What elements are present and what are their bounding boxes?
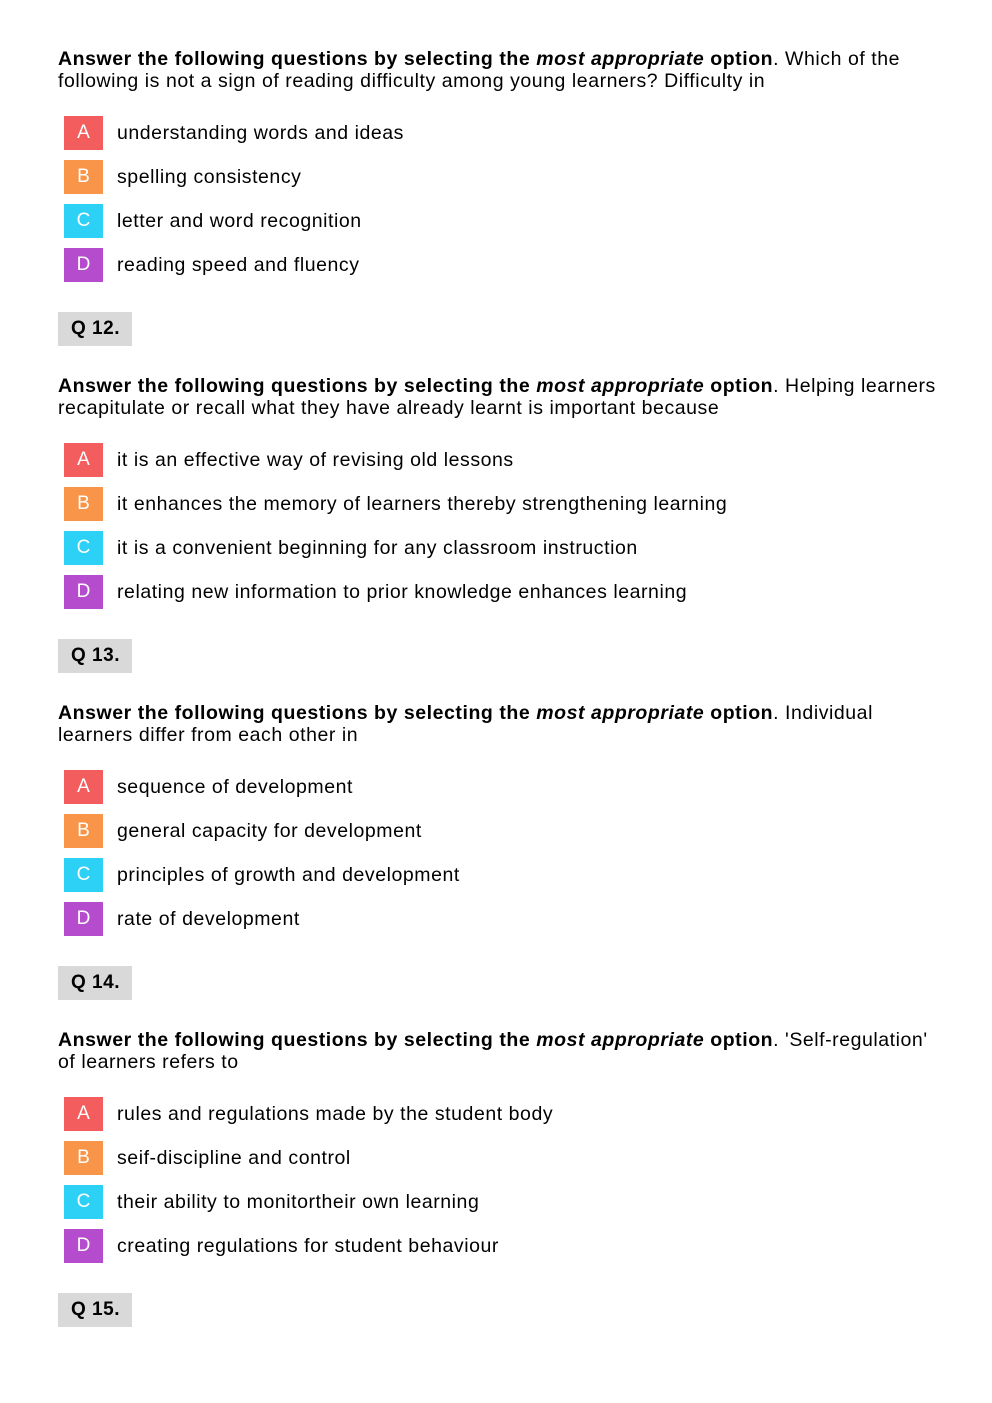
question-body: . Which of the following is not a sign of reading difficulty among young learners? Difficulty in — [58, 48, 901, 92]
option-list — [64, 443, 938, 609]
option-a[interactable] — [64, 443, 938, 477]
option-label[interactable]: it is an effective way of revising old lessons — [117, 448, 514, 471]
option-badge-b[interactable]: B — [64, 160, 103, 194]
option-list — [64, 1097, 938, 1263]
option-label[interactable]: sequence of development — [117, 775, 353, 798]
question-page — [58, 48, 938, 1356]
question-text — [58, 1029, 938, 1073]
option-d[interactable] — [64, 575, 938, 609]
question-block — [58, 1029, 938, 1356]
question-block — [58, 702, 938, 1029]
question-body: . Individual learners differ from each other in — [58, 702, 873, 746]
option-badge-b[interactable]: B — [64, 814, 103, 848]
option-badge-d[interactable]: D — [64, 1229, 103, 1263]
question-number-label: Q 13. — [58, 639, 132, 673]
option-badge-b[interactable]: B — [64, 1141, 103, 1175]
option-a[interactable] — [64, 116, 938, 150]
question-number-label: Q 15. — [58, 1293, 132, 1327]
option-label[interactable]: letter and word recognition — [117, 209, 362, 232]
option-badge-a[interactable]: A — [64, 443, 103, 477]
option-badge-c[interactable]: C — [64, 1185, 103, 1219]
instruction-lead: Answer the following questions by selecting the most appropriate option — [58, 375, 774, 397]
option-list — [64, 116, 938, 282]
option-badge-a[interactable]: A — [64, 770, 103, 804]
option-c[interactable] — [64, 858, 938, 892]
option-badge-c[interactable]: C — [64, 204, 103, 238]
option-c[interactable] — [64, 531, 938, 565]
option-label[interactable]: creating regulations for student behaviour — [117, 1234, 499, 1257]
option-label[interactable]: reading speed and fluency — [117, 253, 360, 276]
option-badge-c[interactable]: C — [64, 531, 103, 565]
question-text — [58, 375, 938, 419]
option-d[interactable] — [64, 1229, 938, 1263]
option-b[interactable] — [64, 487, 938, 521]
option-d[interactable] — [64, 248, 938, 282]
instruction-lead: Answer the following questions by selecting the most appropriate option — [58, 702, 774, 724]
option-label[interactable]: rules and regulations made by the student body — [117, 1102, 554, 1125]
instruction-lead: Answer the following questions by selecting the most appropriate option — [58, 1029, 774, 1051]
option-label[interactable]: principles of growth and development — [117, 863, 460, 886]
option-badge-c[interactable]: C — [64, 858, 103, 892]
option-badge-d[interactable]: D — [64, 575, 103, 609]
option-d[interactable] — [64, 902, 938, 936]
option-b[interactable] — [64, 814, 938, 848]
instruction-lead: Answer the following questions by selecting the most appropriate option — [58, 48, 774, 70]
option-label[interactable]: spelling consistency — [117, 165, 302, 188]
option-a[interactable] — [64, 770, 938, 804]
question-block — [58, 48, 938, 375]
question-text — [58, 702, 938, 746]
option-c[interactable] — [64, 1185, 938, 1219]
option-badge-d[interactable]: D — [64, 902, 103, 936]
option-label[interactable]: understanding words and ideas — [117, 121, 404, 144]
option-label[interactable]: relating new information to prior knowledge enhances learning — [117, 580, 688, 603]
option-badge-a[interactable]: A — [64, 116, 103, 150]
option-a[interactable] — [64, 1097, 938, 1131]
option-label[interactable]: it enhances the memory of learners thereby strengthening learning — [117, 492, 728, 515]
option-list — [64, 770, 938, 936]
option-b[interactable] — [64, 1141, 938, 1175]
question-text — [58, 48, 938, 92]
option-label[interactable]: seif-discipline and control — [117, 1146, 351, 1169]
question-body: . 'Self-regulation' of learners refers to — [58, 1029, 928, 1073]
question-body: . Helping learners recapitulate or recall what they have already learnt is important because — [58, 375, 936, 419]
option-label[interactable]: it is a convenient beginning for any classroom instruction — [117, 536, 638, 559]
option-label[interactable]: rate of development — [117, 907, 300, 930]
option-badge-a[interactable]: A — [64, 1097, 103, 1131]
option-c[interactable] — [64, 204, 938, 238]
option-label[interactable]: general capacity for development — [117, 819, 422, 842]
option-label[interactable]: their ability to monitortheir own learning — [117, 1190, 480, 1213]
question-number-label: Q 14. — [58, 966, 132, 1000]
option-badge-b[interactable]: B — [64, 487, 103, 521]
option-b[interactable] — [64, 160, 938, 194]
option-badge-d[interactable]: D — [64, 248, 103, 282]
question-block — [58, 375, 938, 702]
question-number-label: Q 12. — [58, 312, 132, 346]
